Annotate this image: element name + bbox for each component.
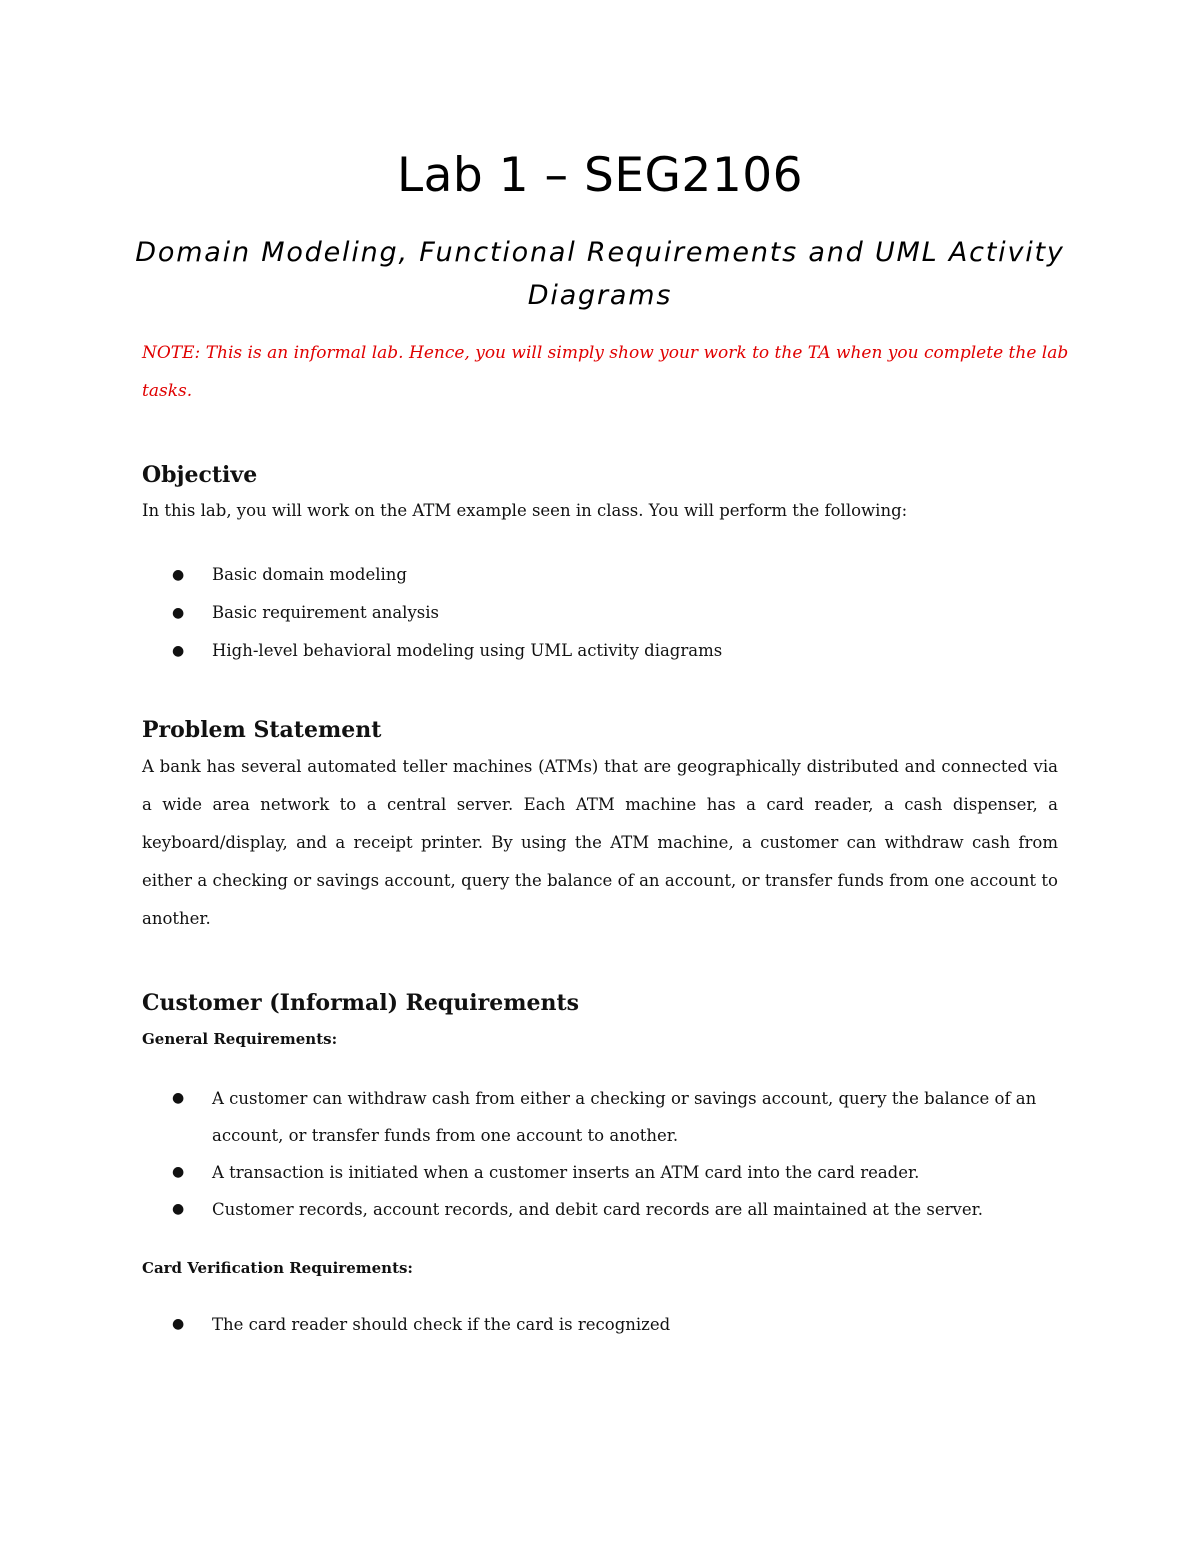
list-item: ● Basic domain modeling (142, 556, 1082, 594)
list-item: ● Basic requirement analysis (142, 594, 1082, 632)
bullet-icon: ● (172, 1201, 185, 1217)
bullet-icon: ● (172, 1090, 185, 1106)
list-item: ● A transaction is initiated when a customer inserts an ATM card into the card reader. (142, 1154, 1062, 1191)
objective-heading: Objective (142, 462, 258, 488)
bullet-icon: ● (172, 1164, 185, 1180)
list-item: ● High-level behavioral modeling using UML activity diagrams (142, 632, 1082, 670)
page-title: Lab 1 – SEG2106 (396, 148, 804, 203)
objective-list (142, 556, 1082, 670)
problem-text: A bank has several automated teller machines (ATMs) that are geographically distributed and connected via a wide area network to a central server. Each ATM machine has a card reader, a cash dispenser, a keyboard/display, and a receipt printer. By using the ATM machine, a customer can withdraw cash from either a checking or savings account, query the balance of an account, or transfer funds from one account to another. (142, 757, 1058, 928)
list-item: ● A customer can withdraw cash from either a checking or savings account, query the balance of an account, or transfer funds from one account to another. (142, 1080, 1062, 1154)
problem-heading: Problem Statement (142, 717, 382, 743)
page-subtitle: Domain Modeling, Functional Requirements and UML Activity Diagrams (135, 237, 1065, 311)
note-text: NOTE: This is an informal lab. Hence, you will simply show your work to the TA when you complete the lab tasks. (142, 343, 1069, 401)
card-verification-heading: Card Verification Requirements: (142, 1259, 413, 1277)
list-item: ● Customer records, account records, and debit card records are all maintained at the server. (142, 1191, 1062, 1228)
card-verification-list (142, 1306, 1062, 1343)
bullet-icon: ● (172, 643, 185, 659)
general-requirements-heading: General Requirements: (142, 1030, 338, 1048)
requirements-heading: Customer (Informal) Requirements (142, 990, 580, 1016)
general-requirements-list (142, 1080, 1062, 1228)
list-item: ● The card reader should check if the card is recognized (142, 1306, 1062, 1343)
bullet-icon: ● (172, 567, 185, 583)
objective-intro: In this lab, you will work on the ATM example seen in class. You will perform the following: (142, 501, 908, 520)
bullet-icon: ● (172, 605, 185, 621)
bullet-icon: ● (172, 1316, 185, 1332)
